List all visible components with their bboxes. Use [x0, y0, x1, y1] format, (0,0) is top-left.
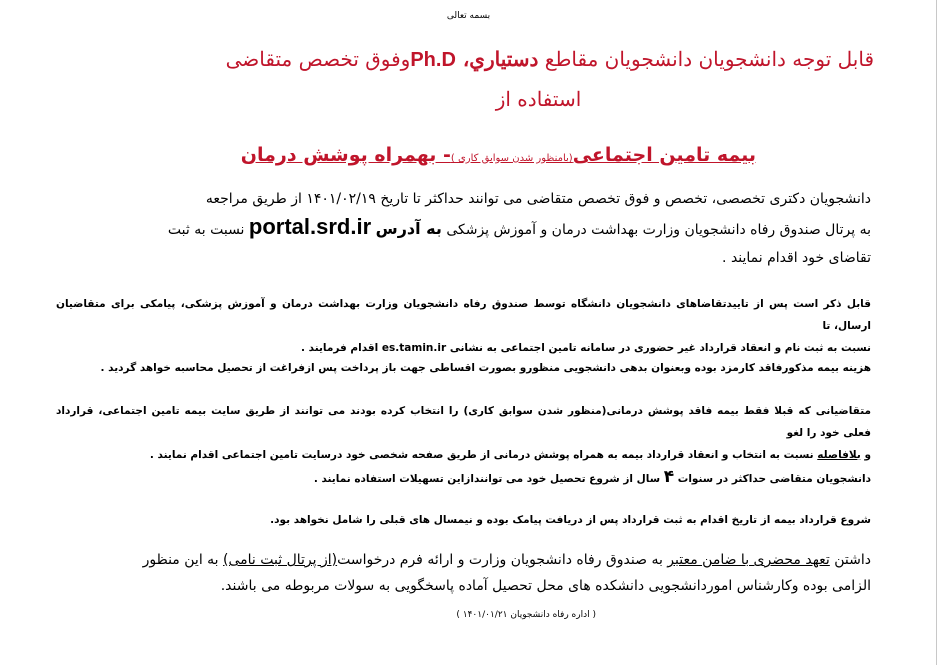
title-phd: Ph.D [410, 49, 456, 71]
paragraph7-start: داشتن [829, 552, 871, 568]
paragraph4-line2-start: و [860, 449, 871, 461]
portal-registration-text: (از پرتال ثبت نامی) [223, 552, 338, 568]
insurance-note: (بامنظور شدن سوابق کاری ) [450, 153, 573, 164]
paragraph1-line3: تقاضای خود اقدام نمایند . [722, 250, 871, 266]
paragraph-cancellation [56, 400, 871, 466]
paragraph7-middle: به صندوق رفاه دانشجویان وزارت و ارائه فرم درخواست [337, 552, 668, 568]
notice-title-line2: استفاده از [495, 87, 582, 111]
paragraph7-end: به این منظور [142, 552, 224, 568]
insurance-suffix: - بهمراه پوشش درمان [240, 144, 451, 166]
years-number: ۴ [663, 467, 675, 487]
paragraph4-line1: متقاضیانی که قبلا فقط بیمه فاقد پوشش درمانی(منظور شدن سوابق کاری) را انتخاب کرده بودند می توانند از طریق سایت بیمه تامین اجتماعی، قرارداد فعلی خود را لغو [56, 405, 871, 439]
paragraph1-line2-end: نسبت به ثبت [167, 222, 249, 238]
paragraph4-line2 [56, 444, 871, 466]
notarized-commitment-text: تعهد محضری با ضامن معتبر [667, 552, 830, 568]
paragraph-requirements [71, 547, 871, 599]
paragraph-years [56, 466, 871, 490]
paragraph1-line2-start: به پرتال صندوق رفاه دانشجویان وزارت بهداشت درمان و آموزش پزشکی [441, 222, 871, 238]
paragraph6-line1: شروع قرارداد بیمه از تاریخ اقدام به ثبت قرارداد پس از دریافت پیامک بوده و نیمسال های قبلی را شامل نخواهد بود. [270, 514, 871, 526]
notice-title-line1 [64, 44, 874, 76]
paragraph4-line2-end: نسبت به انتخاب و انعقاد قرارداد بیمه به همراه پوشش درمانی از طریق صفحه شخصی خود درسایت تامین اجتماعی اقدام نمایند . [149, 449, 818, 461]
paragraph7-line1 [71, 547, 871, 573]
paragraph-cost [56, 357, 871, 379]
paragraph-approval [56, 293, 871, 359]
paragraph5-end: سال از شروع تحصیل خود می توانندازاین تسهیلات استفاده نمایند . [313, 473, 664, 485]
insurance-main: بیمه تامین اجتماعی [572, 144, 756, 166]
paragraph5-start: دانشجویان متقاضی حداکثر در سنوات [674, 473, 871, 485]
paragraph-start-date [56, 509, 871, 531]
footer-signature: ( اداره رفاه دانشجویان ۱۴۰۱/۰۱/۲۱ ) [456, 610, 596, 620]
paragraph1-line2 [71, 212, 871, 245]
insurance-heading [241, 140, 756, 174]
paragraph1-line1: دانشجویان دکتری تخصصی، تخصص و فوق تخصص متقاضی می توانند حداکثر تا تاریخ ۱۴۰۱/۰۲/۱۹ از طریق مراجعه [205, 191, 871, 207]
paragraph3-line1: هزینه بیمه مذکورفاقد کارمزد بوده وبعنوان بدهی دانشجویی منظورو بصورت اقساطی جهت باز پرداخت پس ازفراغت از تحصیل محاسبه خواهد گردید . [100, 362, 871, 374]
title-part1: قابل توجه دانشجویان دانشجویان مقاطع [538, 47, 874, 71]
basmala-header: بسمه تعالی [446, 11, 491, 21]
paragraph7-line2: الزامی بوده وکارشناس اموردانشجویی دانشکده های محل تحصیل آماده پاسخگویی به سولات مربوطه می باشند. [220, 578, 871, 594]
paragraph-registration [71, 186, 871, 271]
immediately-text: بلافاصله [817, 449, 861, 461]
title-part1-bold: دستیاري، [455, 47, 539, 71]
portal-link[interactable]: portal.srd.ir [248, 214, 372, 239]
title-part1-end: وفوق تخصص متقاضی [225, 47, 411, 71]
address-label: به آدرس [375, 219, 442, 238]
paragraph2-line2: نسبت به ثبت نام و انعقاد قرارداد غیر حضوری در سامانه تامین اجتماعی به نشانی es.tamin.ir اقدام فرمایند . [300, 342, 871, 354]
paragraph2-line1: قابل ذکر است پس از تاییدتقاضاهای دانشجویان دانشگاه توسط صندوق رفاه دانشجویان وزارت بهداشت درمان و آموزش پزشکی، پیامکی برای متقاضیان ارسال، تا [56, 298, 871, 332]
